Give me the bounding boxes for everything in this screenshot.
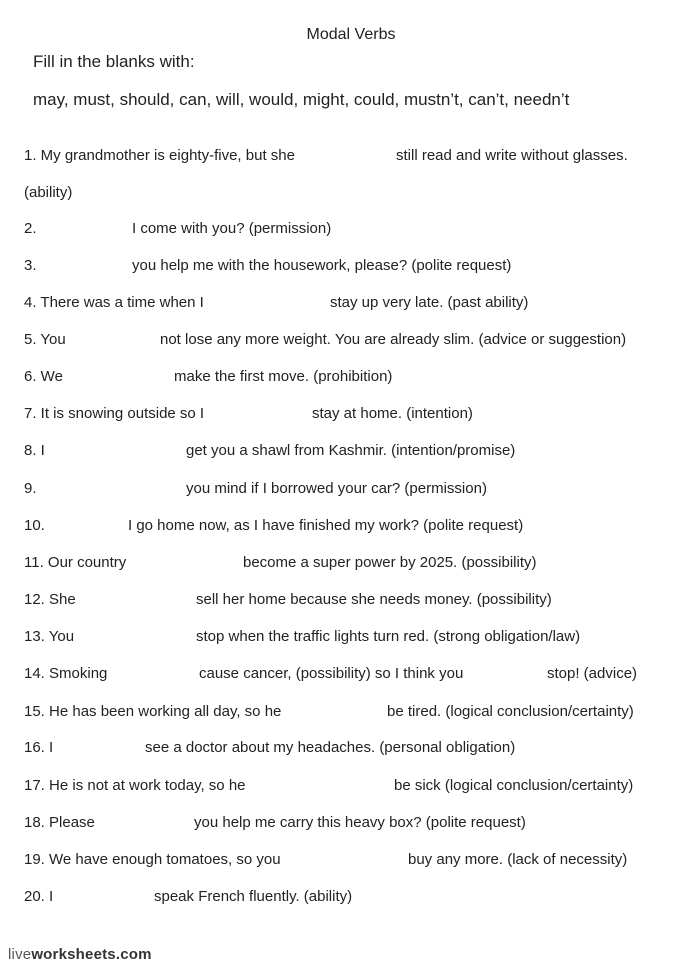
item-text-after: speak French fluently. (ability) xyxy=(154,888,353,905)
item-text-after: I come with you? (permission) xyxy=(132,220,332,237)
item-text-after: buy any more. (lack of necessity) xyxy=(408,851,628,868)
item-text-after: still read and write without glasses. xyxy=(396,147,628,164)
item-text-before: 4. There was a time when I xyxy=(24,294,204,311)
item-text-after: I go home now, as I have finished my work? (polite request) xyxy=(128,517,524,534)
item-text-after: stop when the traffic lights turn red. (strong obligation/law) xyxy=(196,628,581,645)
item-text-after: stay at home. (intention) xyxy=(312,405,473,422)
item-text-after: get you a shawl from Kashmir. (intention/promise) xyxy=(186,442,516,459)
answer-blank[interactable] xyxy=(49,517,124,535)
answer-blank[interactable] xyxy=(299,147,392,165)
answer-blank[interactable] xyxy=(49,442,182,460)
item-text-after: not lose any more weight. You are already slim. (advice or suggestion) xyxy=(160,331,627,348)
item-text-before: 12. She xyxy=(24,591,76,608)
answer-blank[interactable] xyxy=(57,888,150,906)
item-text-before: 6. We xyxy=(24,368,63,385)
answer-blank[interactable] xyxy=(70,331,156,349)
item-text-before: 2. xyxy=(24,220,37,237)
instruction: Fill in the blanks with: xyxy=(33,52,195,71)
item-text-before: 1. My grandmother is eighty-five, but she xyxy=(24,147,295,164)
item-text-after: stay up very late. (past ability) xyxy=(330,294,529,311)
logo-light-text: live xyxy=(8,946,32,963)
item-text-before: 9. xyxy=(24,480,37,497)
page-title: Modal Verbs xyxy=(306,26,396,43)
answer-blank[interactable] xyxy=(41,480,182,498)
item-text-after: make the first move. (prohibition) xyxy=(174,368,393,385)
item-text-after: be tired. (logical conclusion/certainty) xyxy=(387,703,634,720)
item-text-before: 20. I xyxy=(24,888,54,905)
answer-blank[interactable] xyxy=(41,257,128,275)
logo-bold-text: worksheets.com xyxy=(31,946,152,963)
answer-blank[interactable] xyxy=(80,591,192,609)
item-text-after: you mind if I borrowed your car? (permission) xyxy=(186,480,487,497)
item-text-after: cause cancer, (possibility) so I think you xyxy=(199,665,464,682)
item-text-before: 15. He has been working all day, so he xyxy=(24,703,282,720)
liveworksheets-logo xyxy=(8,946,152,963)
item-text-before: 18. Please xyxy=(24,814,95,831)
answer-blank[interactable] xyxy=(57,739,141,757)
answer-blank[interactable] xyxy=(208,405,308,423)
item-text-after: you help me carry this heavy box? (polite request) xyxy=(194,814,526,831)
answer-blank[interactable] xyxy=(250,777,390,795)
answer-blank[interactable] xyxy=(78,628,192,646)
item-text-before: 11. Our country xyxy=(24,554,127,571)
item-text-after: see a doctor about my headaches. (personal obligation) xyxy=(145,739,516,756)
answer-blank[interactable] xyxy=(285,703,383,721)
answer-blank[interactable] xyxy=(208,294,326,312)
item-text-before: 14. Smoking xyxy=(24,665,108,682)
item-text-before: 13. You xyxy=(24,628,75,645)
item-text-before: 17. He is not at work today, so he xyxy=(24,777,246,794)
item-text-after-2: stop! (advice) xyxy=(547,665,638,682)
item-text-after: you help me with the housework, please? (polite request) xyxy=(132,257,512,274)
item-text-before: 19. We have enough tomatoes, so you xyxy=(24,851,281,868)
item-text-before: 10. xyxy=(24,517,45,534)
word-bank: may, must, should, can, will, would, might, could, mustn’t, can’t, needn’t xyxy=(33,90,570,109)
answer-blank[interactable] xyxy=(67,368,170,386)
answer-blank[interactable] xyxy=(111,665,195,683)
item-text-before: 3. xyxy=(24,257,37,274)
answer-blank[interactable] xyxy=(285,851,404,869)
item-text-before: 5. You xyxy=(24,331,66,348)
answer-blank[interactable] xyxy=(130,554,239,572)
item-text-after: be sick (logical conclusion/certainty) xyxy=(394,777,634,794)
item-text-continued: (ability) xyxy=(24,184,73,201)
item-text-before: 7. It is snowing outside so I xyxy=(24,405,205,422)
item-text-before: 8. I xyxy=(24,442,45,459)
item-text-after: sell her home because she needs money. (possibility) xyxy=(196,591,552,608)
item-text-before: 16. I xyxy=(24,739,54,756)
answer-blank[interactable] xyxy=(99,814,190,832)
answer-blank[interactable] xyxy=(485,665,545,683)
item-text-after: become a super power by 2025. (possibility) xyxy=(243,554,537,571)
answer-blank[interactable] xyxy=(41,220,128,238)
